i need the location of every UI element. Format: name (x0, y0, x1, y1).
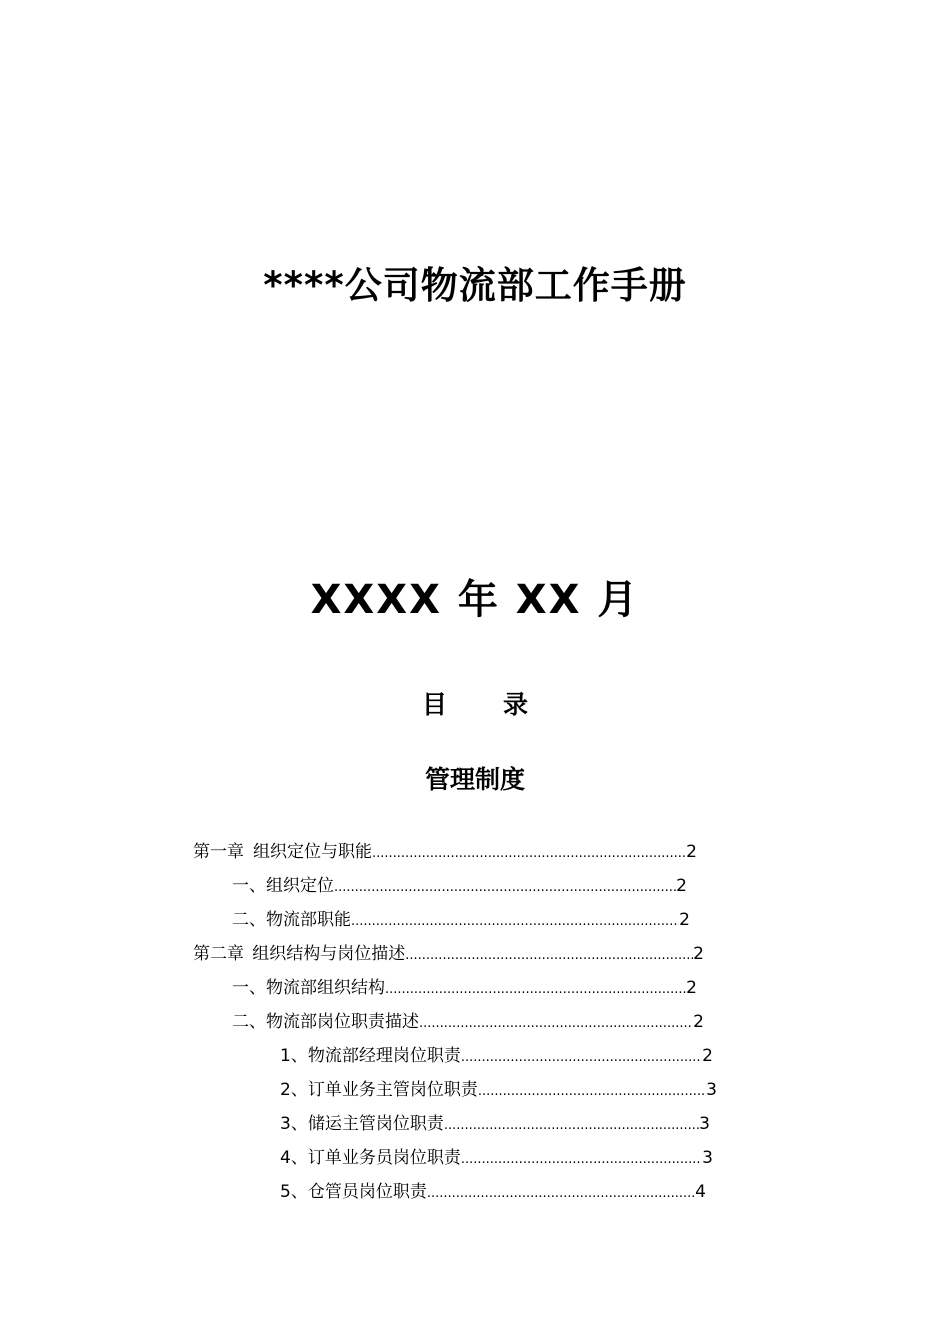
toc-page-number: 2 (686, 978, 697, 998)
toc-chapter-number: 第一章 (193, 842, 244, 862)
toc-page-number: 2 (676, 876, 687, 896)
toc-leader-dots (351, 908, 679, 936)
toc-entry[interactable] (0, 1042, 950, 1076)
toc-leader-dots (427, 1180, 695, 1208)
toc-entry[interactable] (0, 1178, 950, 1212)
toc-entry-label: 二、物流部职能 (232, 910, 351, 930)
toc-heading (0, 688, 950, 722)
toc-entry[interactable] (0, 1008, 950, 1042)
toc-page-number: 2 (686, 842, 697, 862)
toc-entry-label: 一、组织定位 (232, 876, 334, 896)
toc-chapter-number: 第二章 (193, 944, 244, 964)
toc-leader-dots (405, 942, 693, 970)
toc-page-number: 2 (702, 1046, 713, 1066)
toc-entry-chapter-2[interactable] (0, 940, 950, 974)
document-date: XXXX 年 XX 月 (310, 577, 640, 623)
toc-entry-chapter-1[interactable] (0, 838, 950, 872)
toc-entry[interactable] (0, 974, 950, 1008)
toc-page-number: 2 (693, 1012, 704, 1032)
toc-leader-dots (444, 1112, 699, 1140)
toc-page-number: 3 (702, 1148, 713, 1168)
toc-entry-label: 5、仓管员岗位职责 (280, 1182, 427, 1202)
toc-page-number: 2 (679, 910, 690, 930)
toc-page-number: 4 (695, 1182, 706, 1202)
toc-page-number: 3 (706, 1080, 717, 1100)
toc-entry[interactable] (0, 1110, 950, 1144)
toc-entry-label: 2、订单业务主管岗位职责 (280, 1080, 478, 1100)
toc-entry[interactable] (0, 872, 950, 906)
toc-heading-left: 目 (421, 690, 447, 719)
toc-leader-dots (385, 976, 686, 1004)
toc-heading-right: 录 (503, 690, 529, 719)
toc-page-number: 3 (699, 1114, 710, 1134)
toc-entry-label: 组织结构与岗位描述 (252, 944, 406, 964)
toc-leader-dots (419, 1010, 693, 1038)
document-title: ****公司物流部工作手册 (263, 264, 687, 307)
toc-entry-label: 组织定位与职能 (253, 842, 372, 862)
toc-leader-dots (334, 874, 676, 902)
toc-entry-label: 一、物流部组织结构 (232, 978, 385, 998)
toc-entry-label: 4、订单业务员岗位职责 (280, 1148, 461, 1168)
toc-leader-dots (461, 1044, 702, 1072)
section-title: 管理制度 (424, 765, 525, 794)
toc-entry-label: 3、储运主管岗位职责 (280, 1114, 444, 1134)
toc-entry-label: 1、物流部经理岗位职责 (280, 1046, 461, 1066)
toc-entry[interactable] (0, 906, 950, 940)
toc-page-number: 2 (693, 944, 704, 964)
toc-leader-dots (478, 1078, 706, 1106)
table-of-contents (0, 838, 950, 1212)
toc-entry-label: 二、物流部岗位职责描述 (232, 1012, 419, 1032)
toc-leader-dots (461, 1146, 702, 1174)
toc-leader-dots (372, 840, 686, 868)
toc-entry[interactable] (0, 1076, 950, 1110)
toc-entry[interactable] (0, 1144, 950, 1178)
